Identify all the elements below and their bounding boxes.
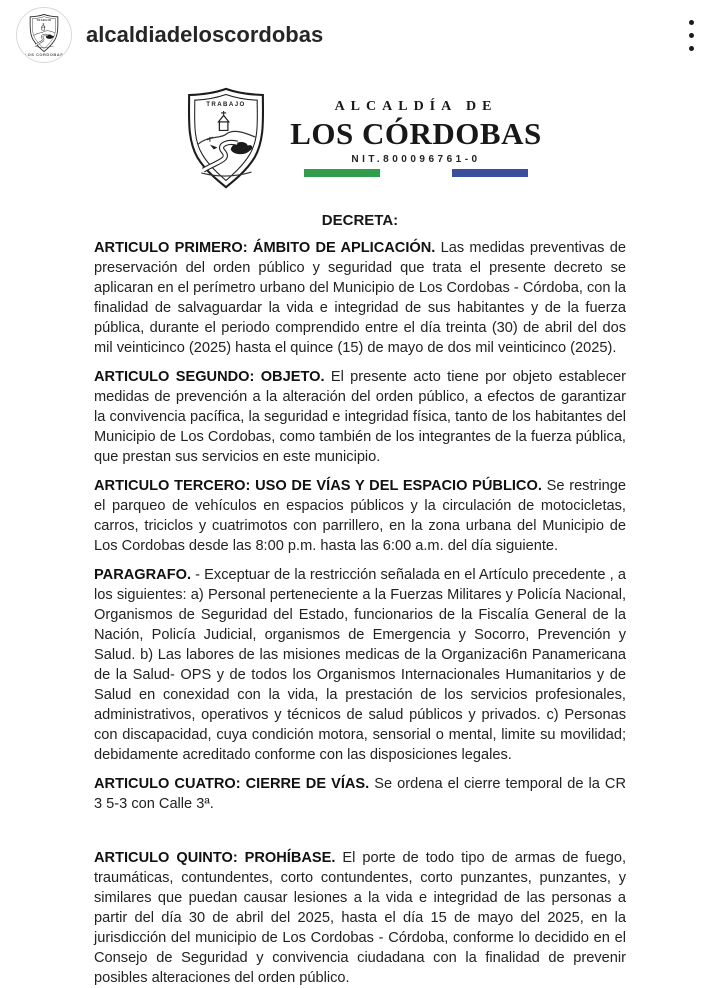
articulo-tercero-text: Se restringe el parqueo de vehículos en espacios públicos y la circulación de motocicletas, carros, triciclos y cuatrimotos con parrillero, en la zona urbana del Municipio de Los Cordobas desde las 8:00 p.m. hasta las 6:00 a.m. del día siguiente. xyxy=(94,478,626,554)
letterhead-title-large: LOS CÓRDOBAS xyxy=(290,116,542,151)
profile-avatar[interactable] xyxy=(16,7,72,63)
articulo-segundo-title: ARTICULO SEGUNDO: OBJETO. xyxy=(94,369,325,385)
shield-banner-text: TRABAJO xyxy=(206,100,247,108)
letterhead-nit: NIT.800096761-0 xyxy=(351,154,481,165)
paragrafo-text: - Exceptuar de la restricción señalada en el Artículo precedente , a los siguientes: a) Personal perteneciente a la Fuerzas Militares y Policía Nacional, Organismos de Seguridad del Estado, funcionarios de la Fiscalía General de la Nación, Policía Judicial, organismos de Emergencia y Socorro, Prevención y Salud. b) Las labores de las misiones medicas de la Organizaci6n Panamericana de la Salud- OPS y de todos los Organismos Internacionales Humanitarios y de Salud en conexidad con la vida, la prestación de los servicios profesionales, administrativos, operativos y técnicos de salud públicos y privados. c) Personas con discapacidad, cuya condición motora, sensorial o mental, limite su movilidad; debidamente acreditado conforme con las disposiciones legales. xyxy=(94,567,626,763)
blue-bar xyxy=(452,169,528,177)
articulo-cuatro xyxy=(94,774,626,814)
svg-text:TRABAJO: TRABAJO xyxy=(36,19,52,22)
letterhead-title-small: ALCALDÍA DE xyxy=(334,99,498,114)
letterhead-flag-bars xyxy=(290,169,541,177)
articulo-quinto xyxy=(94,848,626,988)
articulo-cuatro-title: ARTICULO CUATRO: CIERRE DE VÍAS. xyxy=(94,776,370,792)
document-image[interactable] xyxy=(0,86,720,988)
articulo-segundo-text: El presente acto tiene por objeto establecer medidas de prevención a la alteración del orden público, a efectos de garantizar la convivencia pacífica, la seguridad e integridad física, tanto de los habitantes del Municipio de Los Cordobas, como también de los integrantes de la fuerza pública, que prestan sus servicios en este municipio. xyxy=(94,369,626,465)
post-header xyxy=(0,0,720,70)
articulo-segundo xyxy=(94,367,626,467)
kebab-dot xyxy=(689,46,694,51)
bar-gap xyxy=(380,169,452,177)
articulo-primero-text: Las medidas preventivas de preservación del orden público y seguridad que trata el presente decreto se aplicaran en el perímetro urbano del Municipio de Los Cordobas - Córdoba, con la finalidad de salvaguardar la vida e integridad de sus habitantes y de la fuerza pública, durante el periodo comprendido entre el día treinta (30) de abril del dos mil veinticinco (2025) hasta el quince (15) de mayo de dos mil veinticinco (2025). xyxy=(94,240,626,356)
svg-text:··········: ·········· xyxy=(193,133,203,161)
svg-text:··········: ·········· xyxy=(254,102,260,130)
more-options-button[interactable] xyxy=(679,14,704,57)
articulo-tercero-title: ARTICULO TERCERO: USO DE VÍAS Y DEL ESPACIO PÚBLICO. xyxy=(94,478,542,494)
articulo-tercero xyxy=(94,476,626,556)
paragrafo-title: PARAGRAFO. xyxy=(94,567,192,583)
letterhead xyxy=(0,86,720,190)
kebab-dot xyxy=(689,20,694,25)
decree-body xyxy=(94,212,626,988)
municipal-shield-icon xyxy=(178,86,274,190)
letterhead-title-block xyxy=(290,99,541,177)
kebab-dot xyxy=(689,33,694,38)
articulo-quinto-title: ARTICULO QUINTO: PROHÍBASE. xyxy=(94,850,336,866)
paragrafo xyxy=(94,565,626,765)
articulo-quinto-text: El porte de todo tipo de armas de fuego, traumáticas, contundentes, corto contundentes, corto punzantes, punzantes, y similares que puedan causar lesiones a la vida e integridad de las personas a partir del día 30 de abril del 2025, hasta el día 15 de mayo del 2025, en la jurisdicción del municipio de Los Cordobas - Córdoba, conforme lo decidido en el Consejo de Seguridad y convivencia ciudadana con la finalidad de prevenir posibles alteraciones del orden público. xyxy=(94,850,627,986)
avatar-crest-icon xyxy=(24,13,64,53)
profile-username[interactable]: alcaldiadeloscordobas xyxy=(86,22,324,47)
articulo-cuatro-text: Se ordena el cierre temporal de la CR 3 5-3 con Calle 3ª. xyxy=(94,776,626,812)
articulo-primero-title: ARTICULO PRIMERO: ÁMBITO DE APLICACIÓN. xyxy=(94,240,436,256)
avatar-caption: LOS CORDOBAS xyxy=(24,52,64,57)
green-bar xyxy=(304,169,380,177)
articulo-primero xyxy=(94,238,626,358)
decreta-heading: DECRETA: xyxy=(321,212,399,229)
